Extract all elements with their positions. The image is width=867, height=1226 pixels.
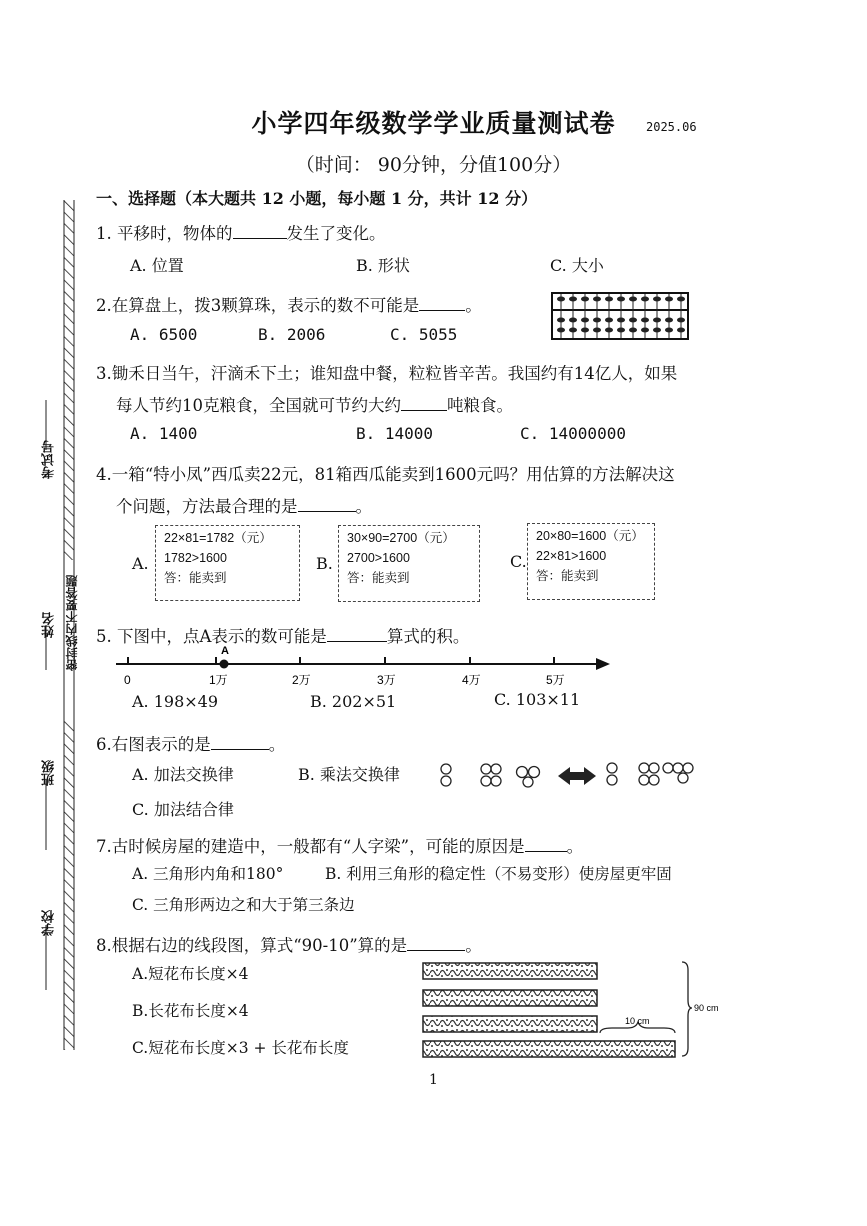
q8-option-c[interactable]: C.短花布长度×3 + 长花布长度 [132, 1039, 349, 1057]
q4-c-line: 20×80=1600（元） [536, 529, 644, 543]
q3-option-c[interactable]: C. 14000000 [520, 424, 626, 443]
point-a-label: A [221, 645, 229, 657]
q4-a-line: 22×81=1782（元） [164, 531, 272, 545]
tick-label: 1万 [209, 673, 228, 687]
difference-label: 10 cm [625, 1016, 650, 1026]
short-cloth-bar [423, 963, 597, 979]
answer-blank[interactable] [233, 223, 287, 239]
q3-option-b[interactable]: B. 14000 [356, 424, 434, 443]
tick-label: 5万 [546, 673, 565, 687]
answer-blank[interactable] [298, 496, 356, 512]
q4-b-line: 答：能卖到 [347, 571, 410, 585]
q7-option-b[interactable]: B. 利用三角形的稳定性（不易变形）使房屋更牢固 [325, 865, 672, 883]
q3-option-a[interactable]: A. 1400 [130, 424, 198, 443]
number-line [112, 644, 612, 688]
name-label: 姓名 [42, 612, 57, 638]
class-label: 班级 [42, 760, 57, 786]
answer-blank[interactable] [419, 295, 465, 311]
exam-number-label: 考试号 [42, 440, 57, 479]
question-4-line1: 4.一箱“特小凤”西瓜卖22元，81箱西瓜能卖到1600元吗？用估算的方法解决这 [96, 465, 675, 484]
q1-option-a[interactable]: A. 位置 [130, 256, 184, 275]
answer-blank[interactable] [407, 935, 465, 951]
q7-option-a[interactable]: A. 三角形内角和180° [132, 865, 284, 883]
question-8-stem: 8.根据右边的线段图，算式“90-10”算的是 。 [96, 936, 482, 955]
point-a [220, 660, 229, 669]
q4-option-a-box[interactable] [155, 525, 300, 601]
answer-blank[interactable] [525, 836, 567, 852]
q2-option-a[interactable]: A. 6500 [130, 325, 198, 344]
question-3-line1: 3.锄禾日当午，汗滴禾下土；谁知盘中餐，粒粒皆辛苦。我国约有14亿人，如果 [96, 364, 678, 383]
total-label: 90 cm [694, 1003, 719, 1013]
q6-option-b[interactable]: B. 乘法交换律 [298, 765, 400, 784]
q2-option-c: C. 5055 [390, 325, 458, 344]
q1-option-c[interactable]: C. 大小 [550, 256, 604, 275]
page-number: 1 [429, 1072, 438, 1088]
q6-option-a[interactable]: A. 加法交换律 [132, 765, 234, 784]
long-cloth-bar [423, 1041, 675, 1057]
q4-a-line: 答：能卖到 [164, 571, 227, 585]
q4-b-line: 30×90=2700（元） [347, 531, 455, 545]
q5-option-c[interactable]: C. 103×11 [494, 690, 581, 709]
q5-option-a[interactable]: A. 198×49 [132, 692, 219, 711]
q6-option-c[interactable]: C. 加法结合律 [132, 800, 234, 819]
tick-label: 2万 [292, 673, 311, 687]
tick-label: 3万 [377, 673, 396, 687]
answer-blank[interactable] [401, 395, 447, 411]
question-6-stem: 6.右图表示的是 。 [96, 735, 286, 754]
q7-option-c[interactable]: C. 三角形两边之和大于第三条边 [132, 896, 355, 914]
page-title: 小学四年级数学学业质量测试卷 [251, 109, 616, 138]
q4-option-c-box[interactable] [527, 523, 655, 600]
question-7-stem: 7.古时候房屋的建造中，一般都有“人字梁”，可能的原因是 。 [96, 837, 584, 856]
answer-blank[interactable] [327, 626, 387, 642]
double-arrow-icon [558, 767, 596, 785]
q4-option-b-box[interactable] [338, 525, 480, 602]
q1-option-b[interactable]: B. 形状 [356, 256, 410, 275]
q4-c-line: 答：能卖到 [536, 569, 599, 583]
q8-option-a[interactable]: A.短花布长度×4 [132, 965, 249, 983]
short-cloth-bar [423, 990, 597, 1006]
section-heading: 一、选择题（本大题共 12 小题，每小题 1 分，共计 12 分） [96, 189, 538, 208]
q4-a-line: 1782>1600 [164, 551, 227, 565]
question-3-line2: 每人节约10克粮食，全国就可节约大约 吨粮食。 [116, 396, 513, 415]
seal-line-text: 密封线内不要答题 [65, 575, 79, 671]
cloth-segment-diagram [420, 958, 730, 1058]
q4-c-line: 22×81>1600 [536, 549, 607, 563]
q4-option-a-label[interactable]: A. [132, 554, 149, 573]
tick-label: 4万 [462, 673, 481, 687]
q4-option-b-label[interactable]: B. [316, 554, 333, 573]
q2-option-b[interactable]: B. 2006 [258, 325, 326, 344]
q5-option-b[interactable]: B. 202×51 [310, 692, 397, 711]
q8-option-b[interactable]: B.长花布长度×4 [132, 1002, 249, 1020]
short-cloth-bar [423, 1016, 597, 1032]
tick-label: 0 [124, 673, 131, 687]
question-4-line2: 个问题，方法最合理的是 。 [116, 497, 372, 516]
q4-option-c-label[interactable]: C. [510, 552, 527, 571]
q4-b-line: 2700>1600 [347, 551, 410, 565]
abacus-image [551, 292, 689, 340]
question-1-stem: 1. 平移时，物体的 发生了变化。 [96, 224, 386, 243]
page-subtitle: （时间： 90分钟，分值100分） [295, 154, 572, 176]
school-label: 学校 [42, 910, 57, 936]
question-2-stem: 2.在算盘上，拨3颗算珠，表示的数不可能是 。 [96, 296, 482, 315]
question-5-stem: 5. 下图中，点A表示的数可能是 算式的积。 [96, 627, 470, 646]
exam-date: 2025.06 [646, 120, 697, 134]
commutative-law-figure [436, 758, 702, 794]
answer-blank[interactable] [211, 734, 269, 750]
